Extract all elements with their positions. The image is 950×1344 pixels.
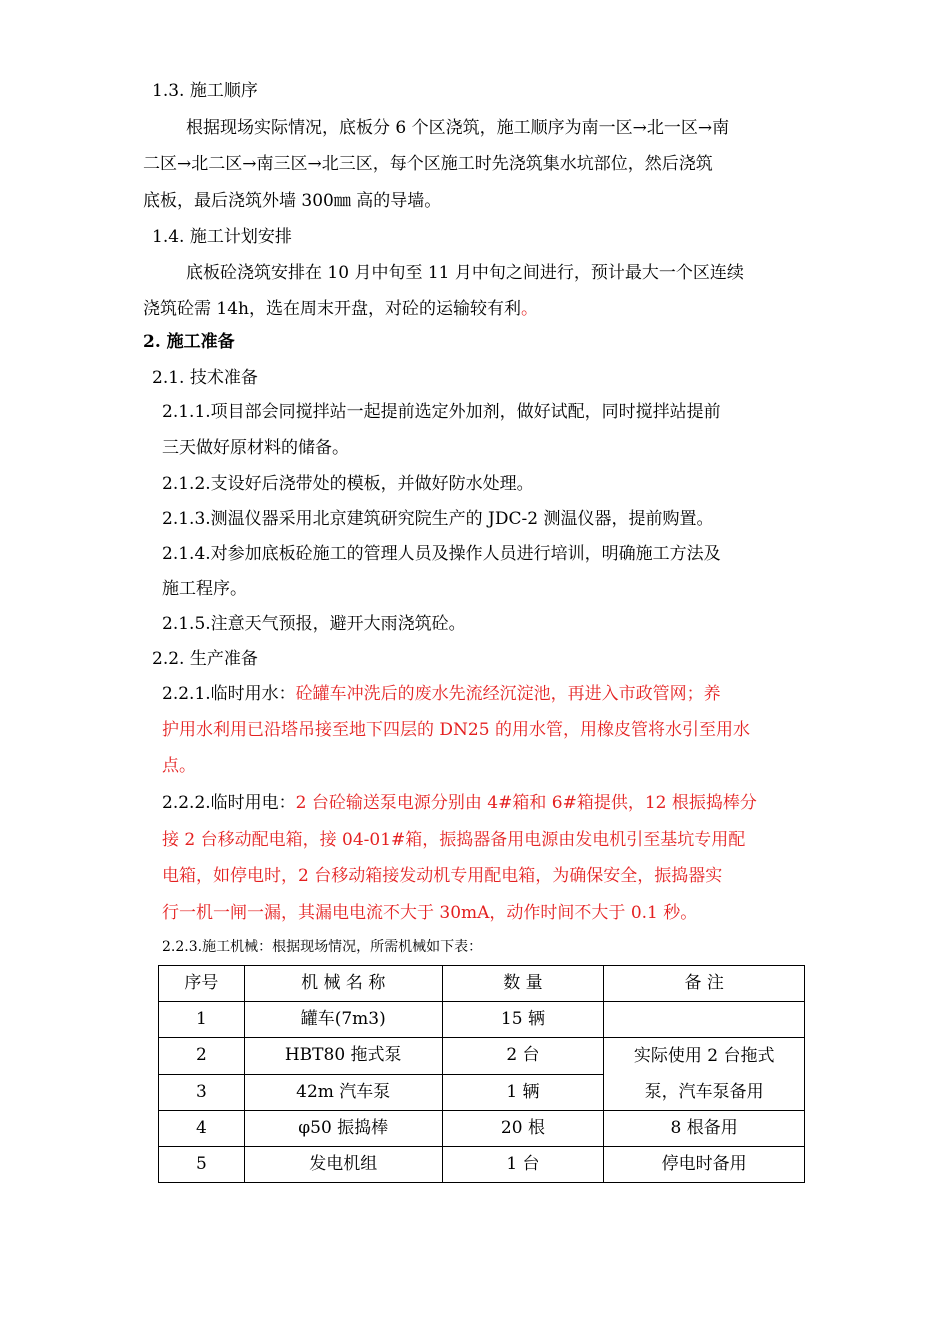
section-1-3-heading: 1.3. 施工顺序 <box>152 81 258 101</box>
item-2-2-1-line-3: 点。 <box>162 756 196 776</box>
table-row <box>159 1002 805 1038</box>
cell-quantity: 2 台 <box>442 1038 604 1075</box>
item-2-2-2-line-1 <box>162 792 757 814</box>
item-2-1-3: 2.1.3.测温仪器采用北京建筑研究院生产的 JDC-2 测温仪器，提前购置。 <box>162 509 714 529</box>
table-row <box>159 1038 805 1075</box>
red-period: 。 <box>520 299 538 319</box>
cell-machine: 42m 汽车泵 <box>244 1074 442 1111</box>
machinery-table <box>158 965 805 1183</box>
section-2-2-heading: 2.2. 生产准备 <box>152 649 258 669</box>
table-row <box>159 1111 805 1147</box>
section-1-4-paragraph-text: 浇筑砼需 14h，选在周末开盘，对砼的运输较有利 <box>143 299 521 319</box>
merged-remark-line-2: 泵，汽车泵备用 <box>644 1082 764 1102</box>
item-2-2-2-line-4: 行一机一闸一漏，其漏电电流不大于 30mA，动作时间不大于 0.1 秒。 <box>162 903 698 923</box>
cell-remark: 停电时备用 <box>604 1147 805 1183</box>
section-1-3-paragraph-line-3: 底板，最后浇筑外墙 300㎜ 高的导墙。 <box>143 191 442 211</box>
cell-index: 3 <box>159 1074 245 1111</box>
item-2-1-1-line-2: 三天做好原材料的储备。 <box>162 438 349 458</box>
cell-remark-merged <box>604 1038 805 1111</box>
section-1-4-paragraph-line-1: 底板砼浇筑安排在 10 月中旬至 11 月中旬之间进行，预计最大一个区连续 <box>186 263 744 283</box>
cell-machine: 罐车(7m3) <box>244 1002 442 1038</box>
cell-machine: HBT80 拖式泵 <box>244 1038 442 1075</box>
item-2-1-1-line-1: 2.1.1.项目部会同搅拌站一起提前选定外加剂，做好试配，同时搅拌站提前 <box>162 402 721 422</box>
item-2-1-4-line-2: 施工程序。 <box>162 579 247 599</box>
section-1-4-heading: 1.4. 施工计划安排 <box>152 227 292 247</box>
cell-machine: φ50 振捣棒 <box>244 1111 442 1147</box>
section-1-4-paragraph-line-2 <box>143 298 538 320</box>
header-remarks: 备 注 <box>604 966 805 1002</box>
section-1-3-paragraph-line-1: 根据现场实际情况，底板分 6 个区浇筑，施工顺序为南一区→北一区→南 <box>186 118 730 138</box>
cell-quantity: 15 辆 <box>442 1002 604 1038</box>
item-2-1-2: 2.1.2.支设好后浇带处的模板，并做好防水处理。 <box>162 474 534 494</box>
merged-remark-line-1: 实际使用 2 台拖式 <box>633 1046 775 1066</box>
temporary-power-text: 2 台砼输送泵电源分别由 4#箱和 6#箱提供，12 根振捣棒分 <box>295 793 757 813</box>
cell-index: 5 <box>159 1147 245 1183</box>
cell-quantity: 20 根 <box>442 1111 604 1147</box>
cell-index: 1 <box>159 1002 245 1038</box>
item-2-2-2-line-2: 接 2 台移动配电箱，接 04-01#箱，振捣器备用电源由发电机引至基坑专用配 <box>162 830 746 850</box>
table-header-row <box>159 966 805 1002</box>
header-machine-name: 机 械 名 称 <box>244 966 442 1002</box>
item-2-2-1-line-1 <box>162 683 721 705</box>
cell-index: 2 <box>159 1038 245 1075</box>
item-2-2-1-line-2: 护用水利用已沿塔吊接至地下四层的 DN25 的用水管，用橡皮管将水引至用水 <box>162 720 750 740</box>
cell-quantity: 1 台 <box>442 1147 604 1183</box>
cell-machine: 发电机组 <box>244 1147 442 1183</box>
cell-remark <box>604 1002 805 1038</box>
cell-remark: 8 根备用 <box>604 1111 805 1147</box>
section-1-3-paragraph-line-2: 二区→北二区→南三区→北三区，每个区施工时先浇筑集水坑部位，然后浇筑 <box>143 154 713 174</box>
cell-index: 4 <box>159 1111 245 1147</box>
cell-quantity: 1 辆 <box>442 1074 604 1111</box>
section-2-heading: 2. 施工准备 <box>143 332 235 352</box>
section-2-1-heading: 2.1. 技术准备 <box>152 368 258 388</box>
item-2-2-3-intro: 2.2.3.施工机械：根据现场情况，所需机械如下表： <box>162 939 483 955</box>
temporary-water-text: 砼罐车冲洗后的废水先流经沉淀池，再进入市政管网；养 <box>295 684 721 704</box>
header-quantity: 数 量 <box>442 966 604 1002</box>
item-2-1-4-line-1: 2.1.4.对参加底板砼施工的管理人员及操作人员进行培训，明确施工方法及 <box>162 544 721 564</box>
table-row <box>159 1147 805 1183</box>
temporary-power-label: 2.2.2.临时用电： <box>162 793 296 813</box>
item-2-2-2-line-3: 电箱，如停电时，2 台移动箱接发动机专用配电箱，为确保安全，振捣器实 <box>162 866 723 886</box>
header-index: 序号 <box>159 966 245 1002</box>
temporary-water-label: 2.2.1.临时用水： <box>162 684 296 704</box>
item-2-1-5: 2.1.5.注意天气预报，避开大雨浇筑砼。 <box>162 614 466 634</box>
